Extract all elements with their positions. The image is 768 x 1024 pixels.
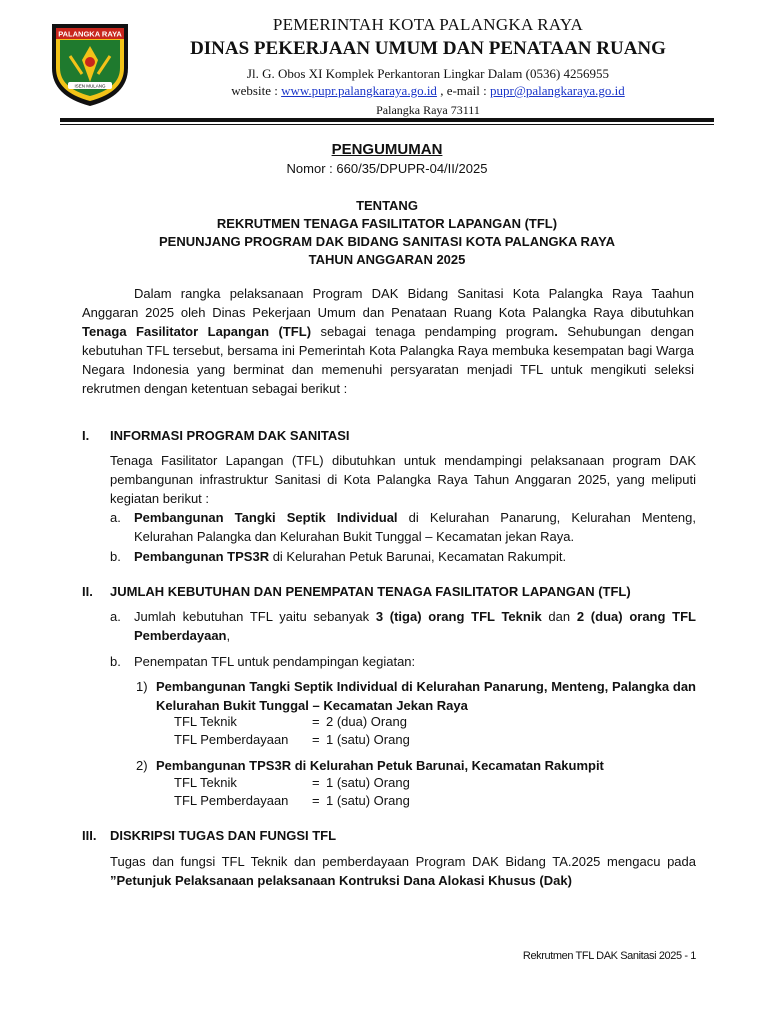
item-marker: a. xyxy=(110,510,121,525)
equals-sign: = xyxy=(312,732,320,747)
item-b-bold: Pembangunan TPS3R xyxy=(134,549,270,564)
department-name: DINAS PEKERJAAN UMUM DAN PENATAAN RUANG xyxy=(190,38,666,59)
item-marker: b. xyxy=(110,654,121,669)
intro-text-bold: Tenaga Fasilitator Lapangan (TFL) xyxy=(82,324,312,339)
section-2-item-b xyxy=(110,652,696,671)
section-1-text: Tenaga Fasilitator Lapangan (TFL) dibutuhkan untuk mendampingi pelaksanaan program DAK pembangunan infrastruktur Sanitasi di Kota Palangka Raya Tahun Anggaran 2025, yang meliputi kegiatan berikut : xyxy=(110,453,696,506)
letterhead-divider-thin xyxy=(60,124,714,125)
role-count: 1 (satu) Orang xyxy=(326,775,410,790)
item-a-bold-2: 2 (dua) orang TFL Pemberdayaan xyxy=(134,609,696,643)
section-2-item-a xyxy=(110,607,696,645)
section-1-title: INFORMASI PROGRAM DAK SANITASI xyxy=(110,428,350,443)
government-name: PEMERINTAH KOTA PALANGKA RAYA xyxy=(272,15,584,34)
logo-motto: ISEN MULANG xyxy=(74,83,106,89)
section-3-text-bold: ”Petunjuk Pelaksanaan pelaksanaan Kontruksi Dana Alokasi Khusus (Dak) xyxy=(110,873,572,888)
subject-line-1: REKRUTMEN TENAGA FASILITATOR LAPANGAN (TFL) xyxy=(216,216,558,231)
sub-marker: 1) xyxy=(136,679,148,694)
placement-1-row-pemberdayaan xyxy=(174,731,410,749)
section-3-text xyxy=(110,852,696,890)
role-count: 1 (satu) Orang xyxy=(326,732,410,747)
intro-text-a: Dalam rangka pelaksanaan Program DAK Bidang Sanitasi Kota Palangka Raya Taahun Anggaran 2025 oleh Dinas Pekerjaan Umum dan Penataan Ruang Kota Palangka Raya dibutuhkan xyxy=(82,286,694,320)
section-1-item-a xyxy=(110,508,696,546)
subject-line-2: PENUNJANG PROGRAM DAK BIDANG SANITASI KOTA PALANGKA RAYA xyxy=(159,234,615,249)
section-3-number: III. xyxy=(82,828,97,843)
role-label: TFL Teknik xyxy=(174,775,237,790)
page-footer: Rekrutmen TFL DAK Sanitasi 2025 - 1 xyxy=(522,950,696,962)
equals-sign: = xyxy=(312,793,320,808)
item-marker: a. xyxy=(110,609,121,624)
item-a-bold-1: 3 (tiga) orang TFL Teknik xyxy=(375,609,542,624)
placement-2-title: Pembangunan TPS3R di Kelurahan Petuk Barunai, Kecamatan Rakumpit xyxy=(156,758,604,773)
document-heading: PENGUMUMAN xyxy=(331,141,443,158)
role-label: TFL Pemberdayaan xyxy=(174,793,289,808)
role-label: TFL Teknik xyxy=(174,714,237,729)
intro-text-period: . xyxy=(554,324,558,339)
email-label: , e-mail : xyxy=(436,83,491,98)
office-address: Jl. G. Obos XI Komplek Perkantoran Lingkar Dalam (0536) 4256955 xyxy=(246,66,610,81)
document-number: Nomor : 660/35/DPUPR-04/II/2025 xyxy=(286,161,488,176)
section-3-heading xyxy=(82,826,702,845)
role-count: 1 (satu) Orang xyxy=(326,793,410,808)
equals-sign: = xyxy=(312,714,320,729)
section-1-item-b xyxy=(110,547,696,566)
city-emblem-logo xyxy=(46,16,134,108)
intro-paragraph xyxy=(82,284,694,398)
item-a-text-2: dan xyxy=(541,609,577,624)
sub-marker: 2) xyxy=(136,758,148,773)
subject-line-3: TAHUN ANGGARAN 2025 xyxy=(308,252,466,267)
tentang-label: TENTANG xyxy=(356,198,418,213)
role-count: 2 (dua) Orang xyxy=(326,714,407,729)
role-label: TFL Pemberdayaan xyxy=(174,732,289,747)
item-b-text: di Kelurahan Petuk Barunai, Kecamatan Rakumpit. xyxy=(269,549,567,564)
section-2-number: II. xyxy=(82,584,93,599)
item-b-text: Penempatan TFL untuk pendampingan kegiatan: xyxy=(134,654,416,669)
item-a-text-1: Jumlah kebutuhan TFL yaitu sebanyak xyxy=(134,609,376,624)
placement-1-title: Pembangunan Tangki Septik Individual di Kelurahan Panarung, Menteng, Palangka dan Kelurahan Bukit Tunggal – Kecamatan Jekan Raya xyxy=(156,679,696,713)
intro-text-c: sebagai tenaga pendamping program xyxy=(311,324,555,339)
section-2-title: JUMLAH KEBUTUHAN DAN PENEMPATAN TENAGA FASILITATOR LAPANGAN (TFL) xyxy=(110,584,631,599)
placement-1 xyxy=(136,677,696,715)
section-2-heading xyxy=(82,582,702,601)
website-link[interactable]: www.pupr.palangkaraya.go.id xyxy=(281,83,437,98)
item-a-text-3: , xyxy=(226,628,231,643)
letterhead xyxy=(150,14,706,119)
website-label: website : xyxy=(231,83,282,98)
city-postal: Palangka Raya 73111 xyxy=(376,103,480,117)
section-1-heading xyxy=(82,426,702,445)
logo-text: PALANGKA RAYA xyxy=(58,29,122,39)
letterhead-divider-thick xyxy=(60,118,714,122)
section-3-text-a: Tugas dan fungsi TFL Teknik dan pemberdayaan Program DAK Bidang TA.2025 mengacu pada xyxy=(110,854,696,869)
placement-2-row-pemberdayaan xyxy=(174,792,410,810)
placement-2 xyxy=(136,756,696,775)
equals-sign: = xyxy=(312,775,320,790)
section-3-title: DISKRIPSI TUGAS DAN FUNGSI TFL xyxy=(110,828,337,843)
placement-2-row-teknik xyxy=(174,774,410,792)
item-a-bold: Pembangunan Tangki Septik Individual xyxy=(134,510,398,525)
item-marker: b. xyxy=(110,549,121,564)
placement-1-row-teknik xyxy=(174,713,407,731)
email-link[interactable]: pupr@palangkaraya.go.id xyxy=(490,83,625,98)
item-a-text: di Kelurahan Panarung, Kelurahan Menteng, Kelurahan Palangka dan Kelurahan Bukit Tunggal – Kecamatan jekan Raya. xyxy=(134,510,696,544)
section-1-number: I. xyxy=(82,428,90,443)
intro-text-e: Sehubungan dengan kebutuhan TFL tersebut, bersama ini Pemerintah Kota Palangka Raya membuka kesempatan bagi Warga Negara Indonesia yang berminat dan memenuhi persyaratan menjadi TFL untuk mengikuti seleksi rekrutmen dengan ketentuan sebagai berikut : xyxy=(82,324,694,396)
contact-line xyxy=(150,82,706,99)
